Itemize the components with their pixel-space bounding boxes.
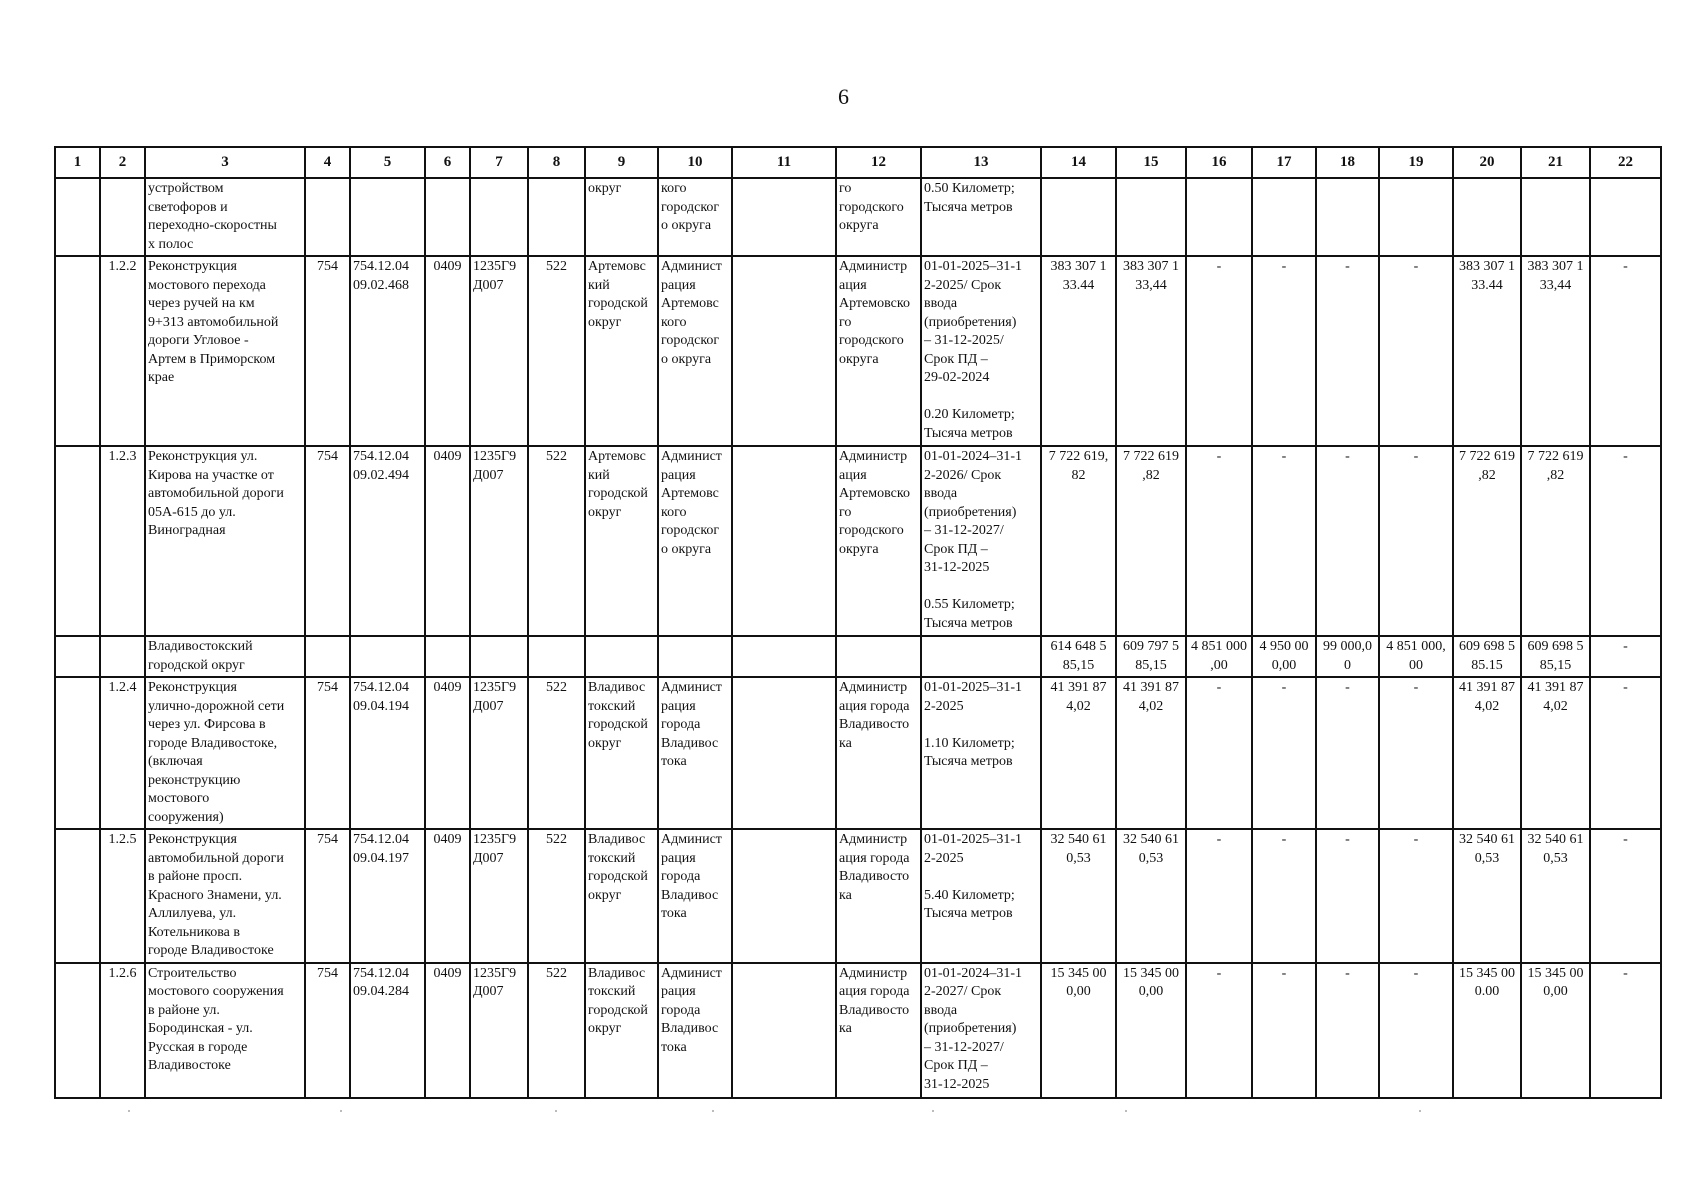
table-cell: 522 [528, 446, 585, 636]
table-cell: Администр ация города Владивосто ка [836, 963, 921, 1098]
table-cell: Реконструкция улично-дорожной сети через ул. Фирсова в городе Владивостоке, (включая реконструкцию мостового сооружения) [145, 677, 305, 829]
table-cell [55, 677, 100, 829]
table-cell: 15 345 00 0,00 [1041, 963, 1116, 1098]
table-cell: 754 [305, 446, 350, 636]
table-cell: Реконструкция ул. Кирова на участке от автомобильной дороги 05А-615 до ул. Виноградная [145, 446, 305, 636]
table-cell: - [1186, 963, 1252, 1098]
table-cell [100, 636, 145, 677]
table-cell: - [1379, 446, 1453, 636]
table-cell [585, 636, 658, 677]
table-cell: 01-01-2024–31-1 2-2027/ Срок ввода (приобретения) – 31-12-2027/ Срок ПД – 31-12-2025 [921, 963, 1041, 1098]
table-cell: 01-01-2025–31-1 2-2025 1.10 Километр; Тысяча метров [921, 677, 1041, 829]
table-cell: - [1252, 963, 1316, 1098]
table-cell: 0409 [425, 829, 470, 963]
table-cell [305, 636, 350, 677]
table-cell [836, 636, 921, 677]
table-cell: 32 540 61 0,53 [1453, 829, 1521, 963]
table-cell: Артемовс кий городской округ [585, 446, 658, 636]
table-cell [921, 636, 1041, 677]
table-cell [732, 636, 836, 677]
column-header-7: 7 [470, 147, 528, 178]
table-cell: Админист рация Артемовс кого городског о округа [658, 446, 732, 636]
column-header-2: 2 [100, 147, 145, 178]
table-cell [528, 636, 585, 677]
table-cell: 41 391 87 4,02 [1521, 677, 1590, 829]
table-cell: 7 722 619 ,82 [1521, 446, 1590, 636]
table-cell [732, 963, 836, 1098]
table-cell: - [1252, 446, 1316, 636]
table-cell: 1235Г9 Д007 [470, 446, 528, 636]
table-cell [732, 677, 836, 829]
table-cell: 383 307 1 33,44 [1116, 256, 1186, 446]
table-row [55, 677, 1661, 829]
column-header-9: 9 [585, 147, 658, 178]
scan-marks [0, 1110, 1687, 1114]
table-cell [732, 178, 836, 256]
table-cell: 01-01-2025–31-1 2-2025/ Срок ввода (приобретения) – 31-12-2025/ Срок ПД – 29-02-2024 0.20 Километр; Тысяча метров [921, 256, 1041, 446]
table-cell: 7 722 619, 82 [1041, 446, 1116, 636]
table-cell: 7 722 619 ,82 [1116, 446, 1186, 636]
column-header-11: 11 [732, 147, 836, 178]
table-cell: 1.2.5 [100, 829, 145, 963]
table-cell: 15 345 00 0,00 [1521, 963, 1590, 1098]
table-cell: 754 [305, 829, 350, 963]
table-cell: 32 540 61 0,53 [1116, 829, 1186, 963]
column-header-18: 18 [1316, 147, 1379, 178]
table-cell: - [1186, 256, 1252, 446]
table-cell: Реконструкция автомобильной дороги в районе просп. Красного Знамени, ул. Аллилуева, ул. Котельникова в городе Владивостоке [145, 829, 305, 963]
table-cell [350, 178, 425, 256]
table-cell: 7 722 619 ,82 [1453, 446, 1521, 636]
table-cell [1186, 178, 1252, 256]
column-header-21: 21 [1521, 147, 1590, 178]
table-cell [1041, 178, 1116, 256]
table-cell [55, 178, 100, 256]
table-cell [1521, 178, 1590, 256]
table-cell: - [1316, 446, 1379, 636]
table-cell: - [1186, 829, 1252, 963]
table-cell [1116, 178, 1186, 256]
table-cell: - [1379, 829, 1453, 963]
table-cell: Админист рация Артемовс кого городског о округа [658, 256, 732, 446]
table-cell [425, 636, 470, 677]
table-cell [305, 178, 350, 256]
table-cell [100, 178, 145, 256]
table-cell: Администр ация Артемовско го городского округа [836, 446, 921, 636]
table-cell: 754 [305, 963, 350, 1098]
table-cell [425, 178, 470, 256]
table-cell: го городского округа [836, 178, 921, 256]
table-cell: 4 851 000, 00 [1379, 636, 1453, 677]
column-header-15: 15 [1116, 147, 1186, 178]
column-header-8: 8 [528, 147, 585, 178]
table-cell [55, 963, 100, 1098]
table-cell: 614 648 5 85,15 [1041, 636, 1116, 677]
table-cell: 383 307 1 33,44 [1521, 256, 1590, 446]
table-cell: 15 345 00 0,00 [1116, 963, 1186, 1098]
column-header-14: 14 [1041, 147, 1116, 178]
table-cell: 15 345 00 0.00 [1453, 963, 1521, 1098]
table-cell: 41 391 87 4,02 [1041, 677, 1116, 829]
column-header-17: 17 [1252, 147, 1316, 178]
table-cell: 0409 [425, 256, 470, 446]
table-cell: - [1316, 256, 1379, 446]
table-cell [732, 256, 836, 446]
table-cell: 4 950 00 0,00 [1252, 636, 1316, 677]
page-number: 6 [838, 84, 849, 109]
table-row [55, 256, 1661, 446]
table-cell [55, 446, 100, 636]
column-header-5: 5 [350, 147, 425, 178]
column-header-12: 12 [836, 147, 921, 178]
table-cell: 609 698 5 85.15 [1453, 636, 1521, 677]
table-cell: Администр ация города Владивосто ка [836, 829, 921, 963]
table-row [55, 178, 1661, 256]
table-cell: 1235Г9 Д007 [470, 677, 528, 829]
table-cell: 754 [305, 677, 350, 829]
table-cell: Администр ация города Владивосто ка [836, 677, 921, 829]
table-cell: Владивос токский городской округ [585, 829, 658, 963]
table-cell: 1235Г9 Д007 [470, 829, 528, 963]
table-cell [1379, 178, 1453, 256]
table-cell [350, 636, 425, 677]
table-cell [528, 178, 585, 256]
table-cell: - [1186, 677, 1252, 829]
table-cell: 522 [528, 677, 585, 829]
table-cell: 01-01-2024–31-1 2-2026/ Срок ввода (приобретения) – 31-12-2027/ Срок ПД – 31-12-2025 0.55 Километр; Тысяча метров [921, 446, 1041, 636]
table-cell: Владивос токский городской округ [585, 963, 658, 1098]
table-cell: 609 698 5 85,15 [1521, 636, 1590, 677]
table-cell [658, 636, 732, 677]
table-cell [55, 829, 100, 963]
table-cell: 0.50 Километр; Тысяча метров [921, 178, 1041, 256]
table-cell: 99 000,0 0 [1316, 636, 1379, 677]
table-cell: - [1379, 963, 1453, 1098]
table-cell: Админист рация города Владивос тока [658, 677, 732, 829]
table-cell: 522 [528, 829, 585, 963]
table-cell: - [1186, 446, 1252, 636]
table-row [55, 963, 1661, 1098]
table-cell: устройством светофоров и переходно-скоростны х полос [145, 178, 305, 256]
table-cell: - [1590, 677, 1661, 829]
table-cell: - [1379, 256, 1453, 446]
table-cell: 0409 [425, 446, 470, 636]
table-cell: 522 [528, 963, 585, 1098]
column-header-10: 10 [658, 147, 732, 178]
table-cell: Админист рация города Владивос тока [658, 829, 732, 963]
table-cell: Владивос токский городской округ [585, 677, 658, 829]
table-cell [55, 256, 100, 446]
table-cell: 754.12.04 09.04.197 [350, 829, 425, 963]
table-cell: - [1590, 963, 1661, 1098]
table-cell: Администр ация Артемовско го городского округа [836, 256, 921, 446]
table-cell [732, 829, 836, 963]
table-cell: Реконструкция мостового перехода через ручей на км 9+313 автомобильной дороги Угловое - Артем в Приморском крае [145, 256, 305, 446]
table-cell: 754.12.04 09.04.284 [350, 963, 425, 1098]
table-cell [470, 636, 528, 677]
table-cell: - [1590, 829, 1661, 963]
table-row [55, 636, 1661, 677]
table-cell: 754.12.04 09.02.468 [350, 256, 425, 446]
table-cell: - [1590, 256, 1661, 446]
column-header-20: 20 [1453, 147, 1521, 178]
column-header-13: 13 [921, 147, 1041, 178]
table-cell [1453, 178, 1521, 256]
table-cell: 1.2.2 [100, 256, 145, 446]
table-cell: 609 797 5 85,15 [1116, 636, 1186, 677]
table-cell: - [1252, 256, 1316, 446]
column-header-22: 22 [1590, 147, 1661, 178]
table-row [55, 446, 1661, 636]
table-cell: 41 391 87 4,02 [1116, 677, 1186, 829]
table-cell: - [1316, 963, 1379, 1098]
table-cell: кого городског о округа [658, 178, 732, 256]
table-cell: - [1252, 829, 1316, 963]
table-cell: 32 540 61 0,53 [1521, 829, 1590, 963]
table-cell: 1.2.3 [100, 446, 145, 636]
table-cell: 32 540 61 0,53 [1041, 829, 1116, 963]
table-cell [1590, 178, 1661, 256]
column-header-16: 16 [1186, 147, 1252, 178]
table-cell: 4 851 000 ,00 [1186, 636, 1252, 677]
table-cell: 41 391 87 4,02 [1453, 677, 1521, 829]
table-cell: - [1316, 677, 1379, 829]
table-row [55, 829, 1661, 963]
table-cell: - [1379, 677, 1453, 829]
table-cell [55, 636, 100, 677]
table-cell: 383 307 1 33.44 [1453, 256, 1521, 446]
header-row [55, 147, 1661, 178]
table-cell: 1.2.6 [100, 963, 145, 1098]
table-cell: 383 307 1 33.44 [1041, 256, 1116, 446]
table-cell: - [1252, 677, 1316, 829]
table-cell [732, 446, 836, 636]
table-cell: - [1590, 446, 1661, 636]
column-header-6: 6 [425, 147, 470, 178]
table-cell: 0409 [425, 677, 470, 829]
table-cell: Строительство мостового сооружения в районе ул. Бородинская - ул. Русская в городе Владивостоке [145, 963, 305, 1098]
table-cell: 754 [305, 256, 350, 446]
table-cell [470, 178, 528, 256]
column-header-1: 1 [55, 147, 100, 178]
table-cell [1316, 178, 1379, 256]
table-cell: Админист рация города Владивос тока [658, 963, 732, 1098]
table-cell: округ [585, 178, 658, 256]
column-header-3: 3 [145, 147, 305, 178]
table-cell: 754.12.04 09.04.194 [350, 677, 425, 829]
table-cell: Владивостокский городской округ [145, 636, 305, 677]
table-cell: - [1590, 636, 1661, 677]
table-cell: 522 [528, 256, 585, 446]
table-cell: 1.2.4 [100, 677, 145, 829]
table-cell [1252, 178, 1316, 256]
table-cell: 754.12.04 09.02.494 [350, 446, 425, 636]
table-cell: Артемовс кий городской округ [585, 256, 658, 446]
table-cell: 1235Г9 Д007 [470, 963, 528, 1098]
data-table [54, 146, 1662, 1099]
table-cell: 0409 [425, 963, 470, 1098]
column-header-4: 4 [305, 147, 350, 178]
table-cell: 01-01-2025–31-1 2-2025 5.40 Километр; Тысяча метров [921, 829, 1041, 963]
table-cell: 1235Г9 Д007 [470, 256, 528, 446]
table-cell: - [1316, 829, 1379, 963]
column-header-19: 19 [1379, 147, 1453, 178]
